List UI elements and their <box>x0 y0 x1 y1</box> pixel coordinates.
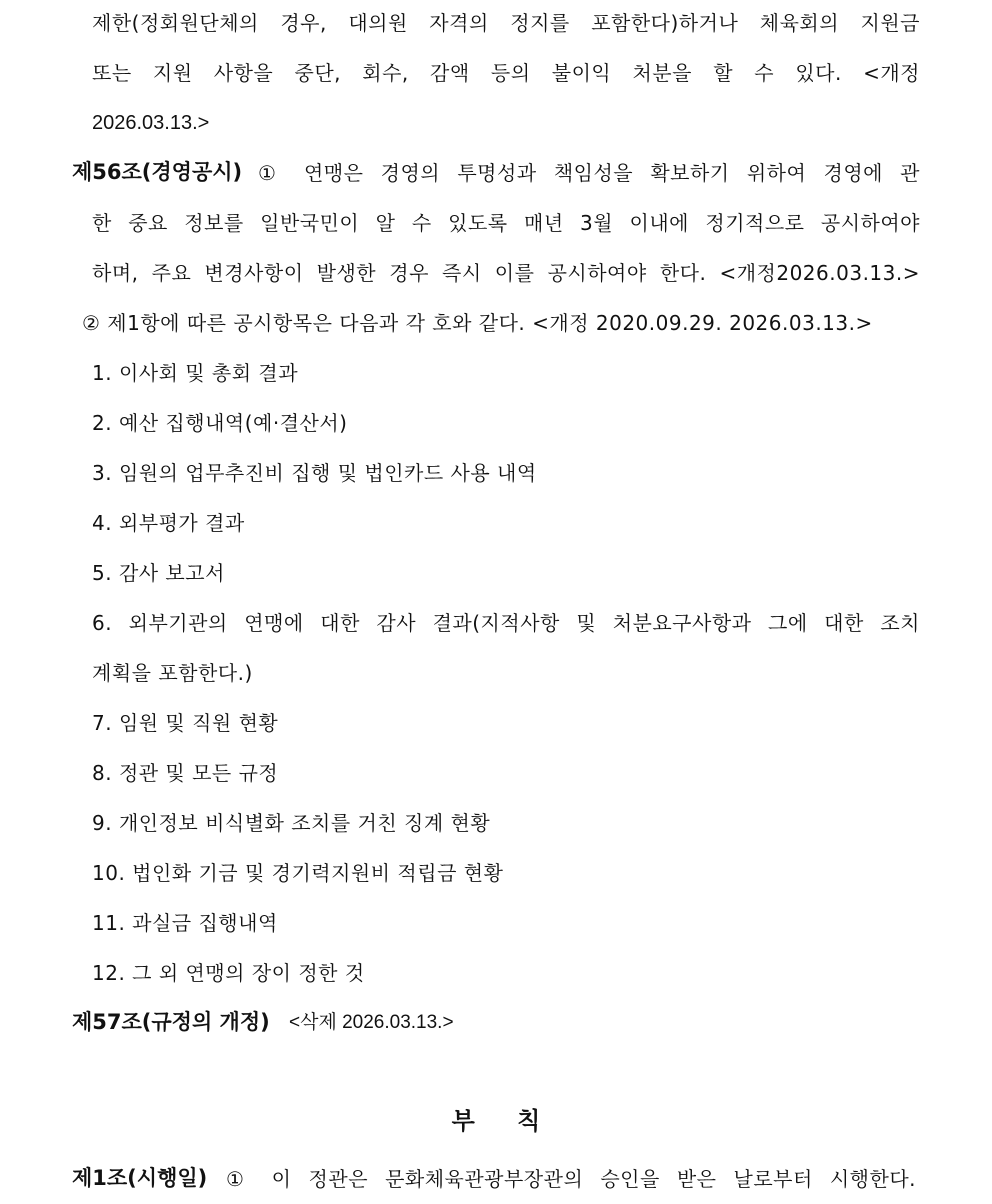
art56-paragraph-2: ② 제1항에 따른 공시항목은 다음과 각 호와 같다. <개정 2020.09.29. 2026.03.13.> <box>82 311 873 335</box>
article-57-note: <삭제 2026.03.13.> <box>289 1012 454 1033</box>
list-item: 8. 정관 및 모든 규정 <box>92 761 279 785</box>
art56-paragraph-1-line-3: 하며, 주요 변경사항이 발생한 경우 즉시 이를 공시하여야 한다. <개정2026.03.13.> <box>92 261 920 285</box>
list-item: 5. 감사 보고서 <box>92 561 225 585</box>
list-item: 12. 그 외 연맹의 장이 정한 것 <box>92 961 365 985</box>
art56-paragraph-1-line-2: 한 중요 정보를 일반국민이 알 수 있도록 매년 3월 이내에 정기적으로 공시하여야 <box>92 211 920 235</box>
art55-line-2: 또는 지원 사항을 중단, 회수, 감액 등의 불이익 처분을 할 수 있다. <개정 <box>92 61 920 85</box>
appendix-article-1-title: 제1조(시행일) <box>72 1166 208 1190</box>
list-item: 7. 임원 및 직원 현황 <box>92 711 279 735</box>
list-item: 4. 외부평가 결과 <box>92 511 245 535</box>
list-item: 2. 예산 집행내역(예·결산서) <box>92 411 348 435</box>
list-item: 1. 이사회 및 총회 결과 <box>92 361 299 385</box>
article-56-title: 제56조(경영공시) <box>72 160 243 184</box>
appendix-article-1-text: ① 이 정관은 문화체육관광부장관의 승인을 받은 날로부터 시행한다. <box>226 1167 916 1191</box>
list-item: 11. 과실금 집행내역 <box>92 911 278 935</box>
art55-line-3: 2026.03.13.> <box>92 112 210 134</box>
list-item: 9. 개인정보 비식별화 조치를 거친 징계 현황 <box>92 811 491 835</box>
list-item: 10. 법인화 기금 및 경기력지원비 적립금 현황 <box>92 861 504 885</box>
appendix-heading: 부 칙 <box>451 1107 541 1135</box>
list-item: 3. 임원의 업무추진비 집행 및 법인카드 사용 내역 <box>92 461 537 485</box>
art55-line-1: 제한(정회원단체의 경우, 대의원 자격의 정지를 포함한다)하거나 체육회의 지원금 <box>92 11 920 35</box>
list-item-continuation: 계획을 포함한다.) <box>92 661 253 685</box>
list-item: 6. 외부기관의 연맹에 대한 감사 결과(지적사항 및 처분요구사항과 그에 대한 조치 <box>92 611 920 635</box>
article-57-title: 제57조(규정의 개정) <box>72 1010 270 1034</box>
art56-paragraph-1-line-1: ① 연맹은 경영의 투명성과 책임성을 확보하기 위하여 경영에 관 <box>258 161 920 185</box>
